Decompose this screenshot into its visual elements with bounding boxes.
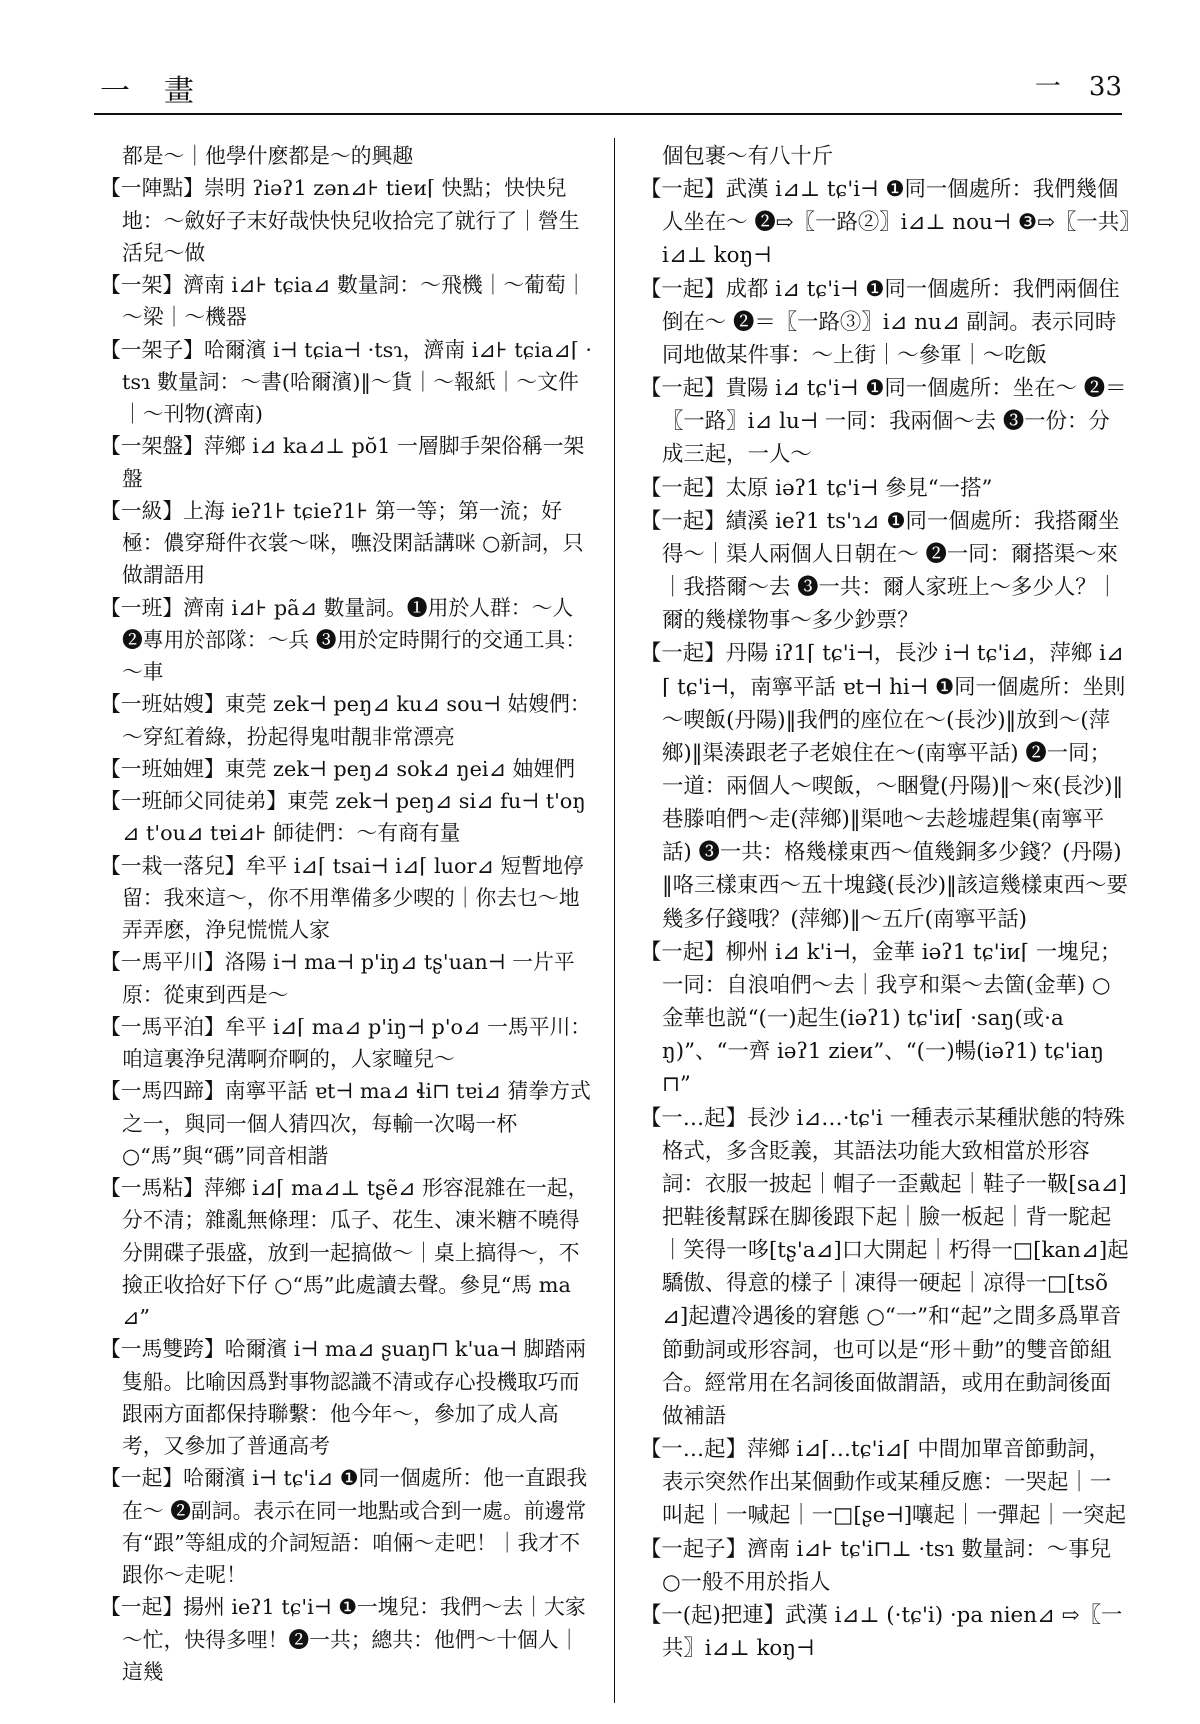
dictionary-entry-continued: 都是～｜他學什麽都是～的興趣 [122,144,414,168]
dictionary-entry: 【一起】丹陽 iʔ1⌈ tɕ'i⊣，長沙 i⊣ tɕ'i⊿，萍鄉 i⊿⌈ tɕ'i⊣，南寧平話 ɐt⊣ hi⊣ ❶同一個處所：坐則～喫飯(丹陽)‖我們的座位在～(長沙)‖放到～(萍鄉)‖渠湊跟老子老娘住在～(南寧平話) ❷一同；一道：兩個人～喫飯，～睏覺(丹陽)‖～來(長沙)‖巷滕咱們～走(萍鄉)‖渠吔～去趁墟趕集(南寧平話) ❸一共：格幾樣東西～值幾銅多少錢？(丹陽)‖咯三樣東西～五十塊錢(長沙)‖該這幾樣東西～要幾多仔錢哦？(萍鄉)‖～五斤(南寧平話) [640,641,1128,932]
header-rule [94,113,1122,115]
dictionary-entry: 【一架盤】萍鄉 i⊿ ka⊿⊥ pŏ1 一層脚手架俗稱一架盤 [100,434,585,491]
dictionary-entry: 【一馬平川】洛陽 i⊣ ma⊣ p'iŋ⊿ tʂ'uan⊣ 一片平原：從東到西是～ [100,950,575,1007]
dictionary-entry: 【一架】濟南 i⊿⊦ tɕia⊿ 數量詞：～飛機｜～葡萄｜～梁｜～機器 [100,273,587,330]
page-number: 33 [1088,72,1122,102]
dictionary-entry: 【一馬粘】萍鄉 i⊿⌈ ma⊿⊥ tʂẽ⊿ 形容混雜在一起，分不清；雜亂無條理：瓜子、花生、凍米糖不曉得分開碟子張盛，放到一起搞做～｜桌上搞得～，不撿正收拾好下仔 ○“馬”此處讀去聲。參見“馬 ma⊿” [100,1176,589,1329]
dictionary-entry: 【一馬雙跨】哈爾濱 i⊣ ma⊿ ʂuaŋ⊓ k'ua⊣ 脚踏兩隻船。比喻因爲對事物認識不清或存心投機取巧而跟兩方面都保持聯繫：他今年～，參加了成人高考，又參加了普通高考 [100,1337,586,1458]
dictionary-entry: 【一起】武漢 i⊿⊥ tɕ'i⊣ ❶同一個處所：我們幾個人坐在～ ❷⇨〖一路②〗i⊿⊥ nou⊣ ❸⇨〖一共〗i⊿⊥ koŋ⊣ [640,177,1130,269]
dictionary-entry: 【一…起】長沙 i⊿…·tɕ'i 一種表示某種狀態的特殊格式，多含貶義，其語法功能大致相當於形容詞：衣服一披起｜帽子一歪戴起｜鞋子一靸[sa⊿]把鞋後幫踩在脚後跟下起｜臉一板起｜背一駝起｜笑得一哆[tʂ'a⊿]口大開起｜朽得一□[kan⊿]起驕傲、得意的樣子｜凍得一硬起｜凉得一□[tsõ⊿]起遭冷遇後的窘態 ○“一”和“起”之間多爲單音節動詞或形容詞，也可以是“形＋動”的雙音節組合。經常用在名詞後面做謂語，或用在動詞後面做補語 [640,1105,1129,1429]
page-number-block [1007,66,1122,103]
page-dash: 一 [1034,72,1061,102]
section-title: 一畫 [100,74,228,109]
dictionary-entry: 【一級】上海 ieʔ1⊦ tɕieʔ1⊦ 第一等；第一流；好極：儂穿搿件衣裳～咪，嘸没閑話講咪 ○新詞，只做謂語用 [100,498,584,588]
dictionary-entry: 【一班妯娌】東莞 zek⊣ peŋ⊿ sok⊿ ŋei⊿ 妯娌們 [100,756,576,781]
dictionary-entry: 【一架子】哈爾濱 i⊣ tɕia⊣ ·tsɿ，濟南 i⊿⊦ tɕia⊿⌈ ·tsɿ 數量詞：～書(哈爾濱)‖～貨｜～報紙｜～文件｜～刊物(濟南) [100,337,593,426]
dictionary-entry: 【一馬四蹄】南寧平話 ɐt⊣ ma⊿ ɬi⊓ tɐi⊿ 猜拳方式之一，與同一個人猜四次，每輸一次喝一杯 ○“馬”與“碼”同音相諧 [100,1079,591,1168]
dictionary-entry: 【一起】哈爾濱 i⊣ tɕ'i⊿ ❶同一個處所：他一直跟我在～ ❷副詞。表示在同一地點或合到一處。前邊常有“跟”等組成的介詞短語：咱倆～走吧！｜我才不跟你～走呢！ [100,1466,588,1587]
dictionary-entry: 【一起】揚州 ieʔ1 tɕ'i⊣ ❶一塊兒：我們～去｜大家～忙，快得多哩！❷一共；總共：他們～十個人｜這幾 [100,1595,586,1684]
dictionary-entry: 【一班】濟南 i⊿⊦ pã⊿ 數量詞。❶用於人群：～人 ❷專用於部隊：～兵 ❸用於定時開行的交通工具：～車 [100,595,587,684]
dictionary-entry: 【一班姑嫂】東莞 zek⊣ peŋ⊿ ku⊿ sou⊣ 姑嫂們：～穿紅着綠，扮起得鬼咁靚非常漂亮 [100,692,591,749]
column-divider [614,138,615,1703]
dictionary-entry: 【一陣點】崇明 ʔiəʔ1 zən⊿⊦ tieᴎ⌈ 快點；快快兒地：～斂好子末好哉快快兒收拾完了就行了｜營生活兒～做 [100,176,580,265]
dictionary-entry: 【一…起】萍鄉 i⊿⌈…tɕ'i⊿⌈ 中間加單音節動詞，表示突然作出某個動作或某種反應：一哭起｜一叫起｜一喊起｜一□[ʂe⊣]嚷起｜一彈起｜一突起 [640,1437,1126,1529]
running-header [94,66,1122,110]
dictionary-entry: 【一起】成都 i⊿ tɕ'i⊣ ❶同一個處所：我們兩個住倒在～ ❷＝〖一路③〗i⊿ nu⊿ 副詞。表示同時同地做某件事：～上街｜～參軍｜～吃飯 [640,276,1120,368]
left-column [100,140,595,1688]
dictionary-entry: 【一(起)把連】武漢 i⊿⊥ (·tɕ'i) ·pa nien⊿ ⇨〖一共〗i⊿⊥ koŋ⊣ [640,1602,1123,1662]
dictionary-entry: 【一起】柳州 i⊿ k'i⊣，金華 iəʔ1 tɕ'iᴎ⌈ 一塊兒；一同：自浪咱們～去｜我亨和渠～去箇(金華) ○金華也説“(一)起生(iəʔ1) tɕ'iᴎ⌈ ·saŋ(或·aŋ)”、“一齊 iəʔ1 zieᴎ”、“(一)暢(iəʔ1) tɕ'iaŋ⊓” [640,939,1122,1098]
dictionary-entry: 【一起】貴陽 i⊿ tɕ'i⊣ ❶同一個處所：坐在～ ❷＝〖一路〗i⊿ lu⊣ 一同：我兩個～去 ❸一份：分成三起，一人～ [640,376,1127,468]
dictionary-entry: 【一馬平泊】牟平 i⊿⌈ ma⊿ p'iŋ⊣ p'o⊿ 一馬平川：咱這裏浄兒溝啊夼啊的，人家疃兒～ [100,1014,592,1071]
dictionary-entry: 【一起】太原 iəʔ1 tɕ'i⊣ 參見“一搭” [640,475,993,501]
dictionary-entry: 【一起】績溪 ieʔ1 ts'ɿ⊿ ❶同一個處所：我搭爾坐得～｜渠人兩個人日朝在～ ❷一同：爾搭渠～來｜我搭爾～去 ❸一共：爾人家班上～多少人？｜爾的幾樣物事～多少鈔票？ [640,508,1120,634]
dictionary-entry: 【一起子】濟南 i⊿⊦ tɕ'i⊓⊥ ·tsɿ 數量詞：～事兒 ○一般不用於指人 [640,1536,1118,1595]
dictionary-entry-continued: 個包裹～有八十斤 [662,144,834,169]
right-column [640,140,1130,1665]
dictionary-entry: 【一栽一落兒】牟平 i⊿⌈ tsai⊣ i⊿⌈ luor⊿ 短暫地停留：我來這～，你不用準備多少喫的｜你去乜～地弄弄麽，浄兒慌慌人家 [100,853,584,942]
dictionary-entry: 【一班師父同徒弟】東莞 zek⊣ peŋ⊿ si⊿ fu⊣ t'oŋ⊿ t'ou⊿ tɐi⊿⊦ 師徒們：～有商有量 [100,789,586,846]
